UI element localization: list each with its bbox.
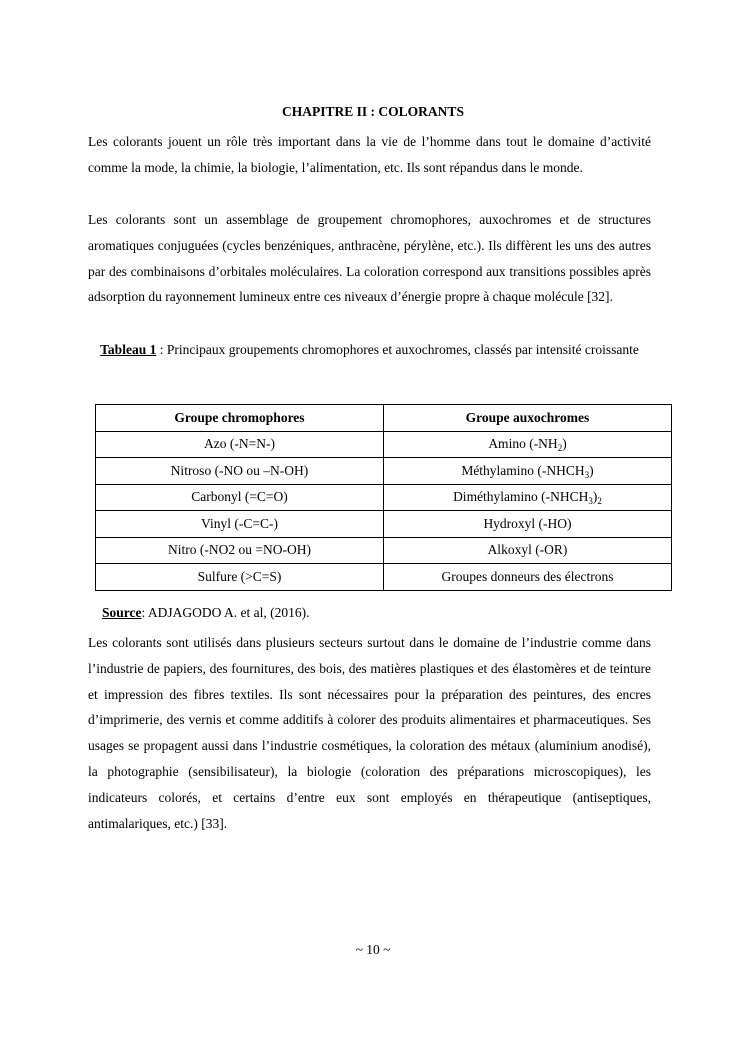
usage-paragraph: Les colorants sont utilisés dans plusieurs secteurs surtout dans le domaine de l’industrie comme dans l’industrie de papiers, des fournitures, des bois, des matières plastiques et des élastomères et de teinture et impression des fibres textiles. Ils sont nécessaires pour la préparation des peintures, des encres d’imprimerie, des vernis et comme additifs à colorer des produits alimentaires et pharmaceutiques. Ses usages se propagent aussi dans l’industrie cosmétiques, la coloration des métaux (aluminium anodisé), la photographie (sensibilisateur), la biologie (coloration des préparations microscopiques), les indicateurs colorés, et certains d’entre eux sont employés en thérapeutique (antiseptiques, antimalariques, etc.) [33].	[88, 635, 651, 831]
auxochrome-subscript: 2	[557, 443, 563, 454]
chromophore-cell: Nitroso (-NO ou –N-OH)	[96, 458, 384, 485]
chapter-title: CHAPITRE II : COLORANTS	[282, 104, 464, 119]
chromophore-paragraph: Les colorants sont un assemblage de groupement chromophores, auxochromes et de structures aromatiques conjuguées (cycles benzéniques, anthracène, pérylène, etc.). Ils diffèrent les uns des autres par des combinaisons d’orbitales moléculaires. La coloration correspond aux transitions possibles après adsorption du rayonnement lumineux entre ces niveaux d’énergie propre à chaque molécule [32].	[88, 212, 651, 305]
chromophore-cell: Sulfure (>C=S)	[96, 564, 384, 591]
auxochrome-cell: Alkoxyl (-OR)	[384, 537, 672, 564]
table-row	[96, 431, 672, 458]
auxochrome-cell	[384, 484, 672, 511]
auxochrome-text-end: )	[589, 462, 594, 478]
auxochrome-text: Méthylamino (-NHCH	[461, 462, 585, 478]
table-source	[102, 604, 310, 621]
auxochrome-text-end: )	[562, 436, 567, 452]
page-number: ~ 10 ~	[355, 942, 391, 957]
table-row	[96, 458, 672, 485]
auxochrome-cell	[384, 431, 672, 458]
intro-paragraph: Les colorants jouent un rôle très important dans la vie de l’homme dans tout le domaine d’activité comme la mode, la chimie, la biologie, l’alimentation, etc. Ils sont répandus dans le monde.	[88, 134, 651, 175]
auxochrome-cell: Hydroxyl (-HO)	[384, 511, 672, 538]
table-row	[96, 511, 672, 538]
auxochrome-subscript-2: 2	[597, 496, 602, 507]
table-row	[96, 564, 672, 591]
header-auxochromes: Groupe auxochromes	[384, 405, 672, 432]
header-chromophores: Groupe chromophores	[96, 405, 384, 432]
table-row	[96, 537, 672, 564]
chromophore-auxochrome-table	[95, 404, 672, 591]
auxochrome-text: Amino (-NH	[488, 436, 558, 452]
chromophore-cell: Azo (-N=N-)	[96, 431, 384, 458]
auxochrome-text-mid: )	[592, 489, 598, 505]
table-caption-label: Tableau 1	[100, 342, 157, 357]
table-caption	[88, 338, 651, 361]
auxochrome-text: Diméthylamino (-NHCH	[453, 489, 589, 505]
chromophore-cell: Vinyl (-C=C-)	[96, 511, 384, 538]
auxochrome-subscript: 3	[584, 469, 590, 480]
source-label: Source	[102, 605, 142, 620]
auxochrome-cell	[384, 458, 672, 485]
chromophore-cell: Nitro (-NO2 ou =NO-OH)	[96, 537, 384, 564]
auxochrome-subscript: 3	[588, 496, 593, 507]
table-header-row	[96, 405, 672, 432]
table-caption-text: : Principaux groupements chromophores et auxochromes, classés par intensité croissante	[156, 342, 639, 357]
table-row	[96, 484, 672, 511]
source-text: : ADJAGODO A. et al, (2016).	[141, 605, 310, 620]
chromophore-cell: Carbonyl (=C=O)	[96, 484, 384, 511]
auxochrome-cell: Groupes donneurs des électrons	[384, 564, 672, 591]
